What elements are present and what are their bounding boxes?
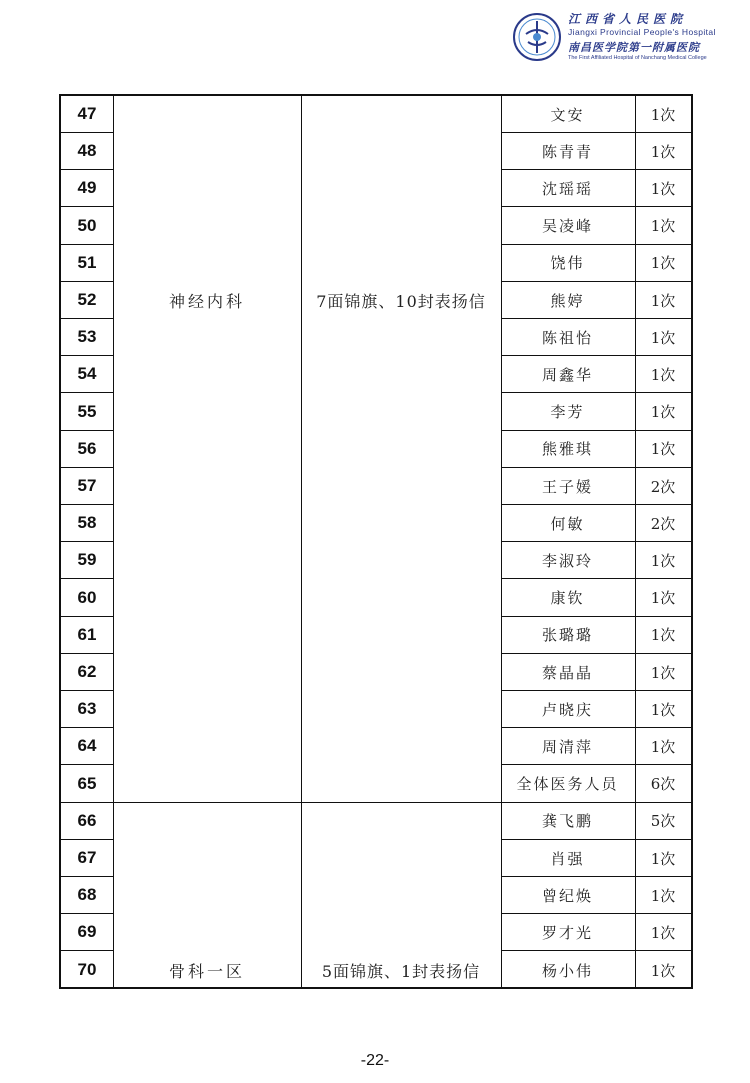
- row-number: 60: [61, 580, 113, 617]
- row-number: 50: [61, 208, 113, 245]
- commendation-count: 1次: [650, 142, 676, 161]
- row-number: 51: [61, 245, 113, 282]
- hospital-header: [512, 8, 742, 66]
- table-row: [501, 691, 691, 728]
- row-number: 55: [61, 394, 113, 431]
- commendation-count: 1次: [650, 589, 676, 608]
- award-summary: 5面锦旗、1封表扬信: [321, 961, 481, 981]
- commendation-count: 1次: [650, 328, 676, 347]
- table-row: [501, 245, 691, 282]
- row-number: 56: [61, 431, 113, 468]
- table-row: [501, 394, 691, 431]
- table-row: [501, 356, 691, 393]
- department-group: [113, 803, 501, 989]
- row-number: 66: [61, 803, 113, 840]
- table-row: [501, 952, 691, 989]
- page-number: -22-: [360, 1052, 390, 1069]
- row-number: 54: [61, 356, 113, 393]
- table-row: [501, 319, 691, 356]
- commendation-count: 6次: [650, 775, 676, 794]
- row-number: 62: [61, 654, 113, 691]
- staff-name: 杨小伟: [541, 961, 593, 980]
- table-row: [501, 840, 691, 877]
- commendation-count: 1次: [650, 254, 676, 273]
- table-row: [501, 617, 691, 654]
- row-number: 70: [77, 960, 97, 980]
- staff-name: 罗才光: [541, 923, 593, 942]
- table-row: [501, 914, 691, 951]
- table-row: [501, 728, 691, 765]
- row-number: 47: [61, 96, 113, 133]
- commendation-count: 1次: [650, 551, 676, 570]
- staff-name: 龚飞鹏: [541, 812, 593, 831]
- staff-name: 何敏: [550, 514, 585, 533]
- commendation-count: 1次: [650, 105, 676, 124]
- staff-name: 陈青青: [541, 142, 593, 161]
- staff-name: 曾纪焕: [541, 886, 593, 905]
- commendation-count: 5次: [650, 812, 676, 831]
- commendation-count: 2次: [650, 514, 676, 533]
- row-number: 59: [61, 542, 113, 579]
- commendation-count: 1次: [650, 403, 676, 422]
- row-number: 63: [61, 691, 113, 728]
- staff-name: 沈瑶瑶: [541, 179, 593, 198]
- commendation-count: 1次: [650, 961, 676, 980]
- staff-name: 蔡晶晶: [541, 663, 593, 682]
- table-row: [501, 96, 691, 133]
- table-row: [501, 431, 691, 468]
- staff-name: 周清萍: [541, 737, 593, 756]
- commendation-count: 1次: [650, 700, 676, 719]
- commendation-count: 2次: [650, 477, 676, 496]
- row-number: 48: [61, 133, 113, 170]
- department-group: [113, 96, 501, 803]
- table-row: [501, 580, 691, 617]
- commendation-count: 1次: [650, 365, 676, 384]
- table-row: [501, 505, 691, 542]
- table-row: [501, 542, 691, 579]
- department-name: 骨科一区: [168, 961, 245, 981]
- row-number: 69: [61, 914, 113, 951]
- commendation-count: 1次: [650, 440, 676, 459]
- staff-name: 文安: [550, 105, 585, 124]
- table-row: [501, 468, 691, 505]
- table-row: [501, 877, 691, 914]
- staff-name: 周鑫华: [541, 365, 593, 384]
- row-number: 68: [61, 877, 113, 914]
- staff-name: 吴凌峰: [541, 217, 593, 236]
- row-number: 61: [61, 617, 113, 654]
- table-row: [501, 170, 691, 207]
- commendation-count: 1次: [650, 291, 676, 310]
- staff-name: 李淑玲: [541, 551, 593, 570]
- commendation-count: 1次: [650, 626, 676, 645]
- staff-name: 李芳: [550, 403, 585, 422]
- commendation-table: [59, 94, 693, 989]
- affiliate-name-en: The First Affiliated Hospital of Nanchang Medical College: [568, 55, 707, 61]
- staff-name: 卢晓庆: [541, 700, 593, 719]
- commendation-count: 1次: [650, 886, 676, 905]
- table-row: [501, 803, 691, 840]
- row-number: 67: [61, 840, 113, 877]
- row-number: 64: [61, 728, 113, 765]
- table-row: [501, 133, 691, 170]
- staff-name: 饶伟: [550, 254, 585, 273]
- commendation-count: 1次: [650, 217, 676, 236]
- department-name: 神经内科: [168, 292, 245, 312]
- commendation-count: 1次: [650, 923, 676, 942]
- hospital-name-en: Jiangxi Provincial People's Hospital: [568, 27, 716, 37]
- staff-name: 肖强: [550, 849, 585, 868]
- commendation-count: 1次: [650, 737, 676, 756]
- staff-name: 熊婷: [550, 291, 585, 310]
- affiliate-name-cn: 南昌医学院第一附属医院: [568, 41, 700, 54]
- hospital-name-cn: 江西省人民医院: [568, 12, 688, 26]
- staff-name: 全体医务人员: [516, 775, 619, 794]
- table-row: [501, 208, 691, 245]
- hospital-logo-icon: [512, 12, 562, 62]
- row-number: 65: [61, 766, 113, 803]
- table-row: [501, 766, 691, 803]
- staff-name: 熊雅琪: [541, 440, 593, 459]
- commendation-count: 1次: [650, 849, 676, 868]
- commendation-count: 1次: [650, 663, 676, 682]
- staff-name: 王子媛: [541, 477, 593, 496]
- table-row: [501, 654, 691, 691]
- staff-name: 张璐璐: [541, 626, 593, 645]
- award-summary: 7面锦旗、10封表扬信: [316, 292, 486, 312]
- row-number: 49: [61, 170, 113, 207]
- row-number: 57: [61, 468, 113, 505]
- commendation-count: 1次: [650, 179, 676, 198]
- row-number: 52: [61, 282, 113, 319]
- row-number: 58: [61, 505, 113, 542]
- staff-name: 陈祖怡: [541, 328, 593, 347]
- table-row: [501, 282, 691, 319]
- staff-name: 康钦: [550, 589, 585, 608]
- row-number: 53: [61, 319, 113, 356]
